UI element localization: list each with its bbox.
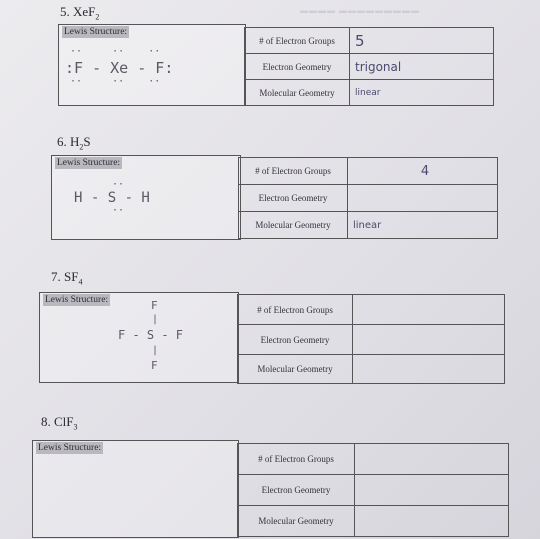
question-7-title: 7. $SF_4$ (51, 269, 83, 287)
xef2-lewis-drawing: :F - Xe - F: (65, 59, 174, 77)
molecular-geometry-label: Molecular Geometry (238, 355, 353, 384)
sf4-bottom-fluorine: F (151, 359, 158, 372)
lewis-structure-label: Lewis Structure: (38, 443, 102, 453)
question-7-lewis-box (39, 292, 239, 383)
electron-geometry-answer (355, 475, 509, 506)
electron-groups-label: # of Electron Groups (239, 158, 348, 185)
question-8-table (237, 443, 509, 537)
lone-pair-dots: ·· ·· ·· (70, 76, 161, 87)
electron-groups-answer: 5 (350, 28, 494, 54)
question-8-lewis-box (32, 440, 239, 538)
molecular-geometry-answer (355, 506, 509, 537)
electron-geometry-label: Electron Geometry (245, 54, 350, 80)
lewis-structure-label: Lewis Structure: (57, 158, 121, 168)
question-7-table (237, 294, 505, 384)
electron-groups-answer (355, 444, 509, 475)
electron-groups-label: # of Electron Groups (238, 295, 353, 325)
lone-pair-dots: ·· ·· ·· (70, 46, 161, 57)
sf4-bottom-bond: | (152, 345, 159, 356)
electron-groups-label: # of Electron Groups (245, 28, 350, 54)
sf4-lewis-drawing: F - S - F (118, 328, 184, 342)
molecular-geometry-label: Molecular Geometry (239, 212, 348, 239)
electron-geometry-answer (353, 325, 505, 355)
question-6-table (238, 157, 498, 239)
question-6-lewis-box (51, 155, 241, 240)
molecular-geometry-label: Molecular Geometry (238, 506, 355, 537)
molecular-geometry-answer: linear (350, 80, 494, 106)
electron-groups-answer (353, 295, 505, 325)
question-6-title: 6. $H_2S$ (57, 134, 91, 152)
electron-geometry-label: Electron Geometry (239, 185, 348, 212)
electron-geometry-label: Electron Geometry (238, 475, 355, 506)
electron-geometry-answer (348, 185, 498, 212)
h2s-lewis-drawing: H - S - H (74, 190, 150, 206)
electron-groups-answer: 4 (348, 158, 498, 185)
electron-groups-label: # of Electron Groups (238, 444, 355, 475)
question-8-title: 8. ClF$_3$ (41, 414, 78, 432)
question-5-lewis-box (58, 24, 246, 106)
lone-pair-dots: ·· (112, 179, 125, 190)
lewis-structure-label: Lewis Structure: (45, 295, 109, 305)
molecular-geometry-label: Molecular Geometry (245, 80, 350, 106)
question-5-table (244, 27, 494, 106)
sf4-top-bond: | (152, 314, 159, 325)
lone-pair-dots: ·· (112, 205, 125, 216)
lewis-structure-label: Lewis Structure: (64, 27, 128, 37)
molecular-geometry-answer: linear (348, 212, 498, 239)
sf4-top-fluorine: F (151, 299, 158, 312)
electron-geometry-label: Electron Geometry (238, 325, 353, 355)
question-5-title: 5. XeF$_2$ (60, 4, 100, 22)
electron-geometry-answer: trigonal (350, 54, 494, 80)
molecular-geometry-answer (353, 355, 505, 384)
bleed-through-text: ▬▬▬▬ ▬▬▬▬▬▬▬▬▬ (300, 6, 420, 15)
